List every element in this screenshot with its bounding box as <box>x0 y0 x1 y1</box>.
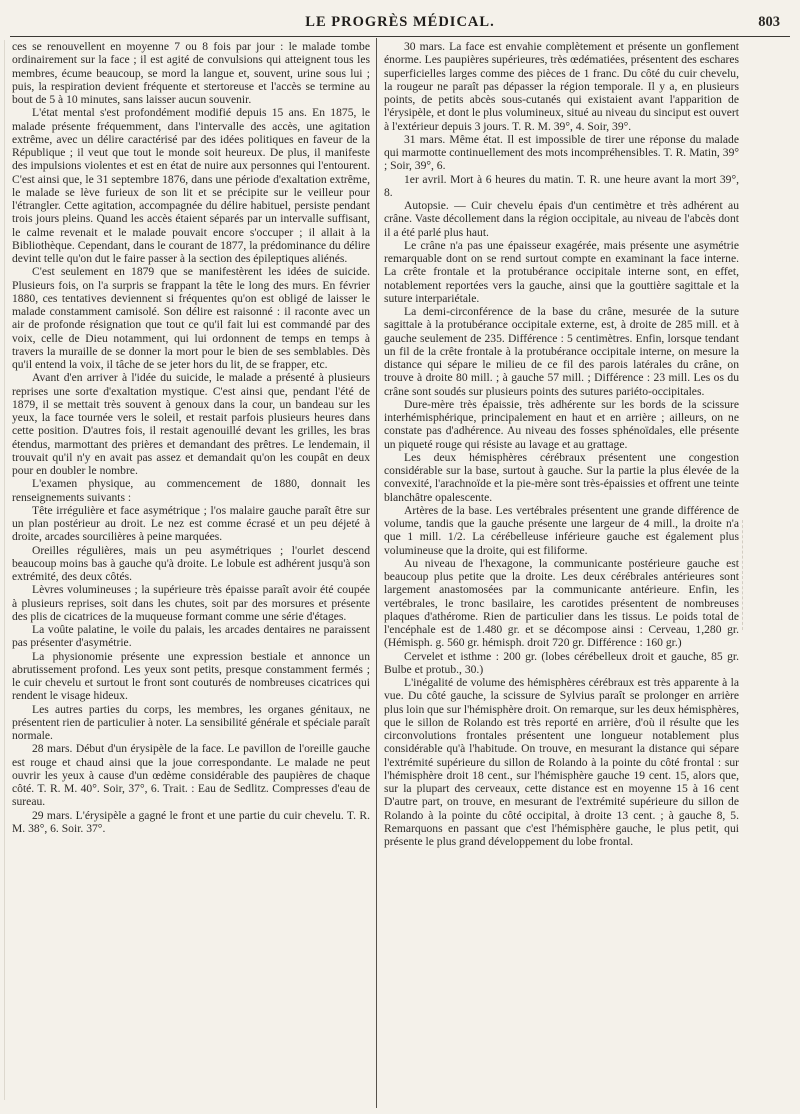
left-column <box>12 40 370 1106</box>
journal-title: LE PROGRÈS MÉDICAL. <box>305 14 495 30</box>
paragraph: 29 mars. L'érysipèle a gagné le front et une partie du cuir chevelu. T. R. M. 38°, 6. Soir. 37°. <box>12 808 370 835</box>
header-rule <box>10 36 790 37</box>
paragraph: L'examen physique, au commencement de 1880, donnait les renseignements suivants : <box>12 477 370 504</box>
paragraph: L'inégalité de volume des hémisphères cérébraux est très apparente à la vue. Du côté gauche, la scissure de Sylvius paraît se prolonger en arrière plus loin que sur l'hémisphère droit. On remarque, sur les deux hémisphères, que le sillon de Rolando est très reporté en arrière, d'où il résulte que les circonvolutions frontales présentent une longueur notablement plus considérable qu'à l'habitude. On trouve, en mesurant la distance qui sépare l'extrémité supérieure du sillon de Rolando à la pointe du côté frontal : sur l'hémisphère droit 18 cent., sur l'hémisphère gauche 19 cent. 15, alors que, sur la plupart des cerveaux, cette distance est en moyenne 15 à 16 cent D'autre part, on trouve, en mesurant de l'extrémité supérieure du sillon de Rolando à la pointe du côté occipital, à droite 13 cent. ; à gauche 8, 5. Remarquons en passant que c'est l'hémisphère gauche, le plus petit, qui présente le plus grand développement du lobe frontal. <box>384 676 739 848</box>
right-column <box>384 40 739 1106</box>
paragraph: 28 mars. Début d'un érysipèle de la face. Le pavillon de l'oreille gauche est rouge et chaud ainsi que la joue correspondante. Le malade ne peut ouvrir les yeux à cause d'un œdème considérable des paupières de chaque côté. T. R. M. 40°. Soir, 37°, 6. Trait. : Eau de Sedlitz. Compresses d'eau de sureau. <box>12 742 370 809</box>
paragraph: 31 mars. Même état. Il est impossible de tirer une réponse du malade qui marmotte continuellement des mots incompréhensibles. T. R. Matin, 39° ; Soir, 39°, 6. <box>384 132 739 173</box>
paragraph: Au niveau de l'hexagone, la communicante postérieure gauche est beaucoup plus petite que la droite. Les deux cérébrales antérieures sont largement anastomosées par la communicante antérieure. Enfin, les vertébrales, le tronc basilaire, les carotides présentent de nombreuses plaques d'athérome. Rien de particulier dans les tissus. Le poids total de l'encéphale est de 1.480 gr. et se décompose ainsi : Cerveau, 1,280 gr. (Hémisph. g. 560 gr. hémisph. droit 720 gr. Différence : 160 gr.) <box>384 556 739 650</box>
paragraph: Cervelet et isthme : 200 gr. (lobes cérébelleux droit et gauche, 85 gr. Bulbe et protub., 30.) <box>384 649 739 676</box>
paragraph: C'est seulement en 1879 que se manifestèrent les idées de suicide. Plusieurs fois, on l'a surpris se frappant la tête le long des murs. En février 1880, ces tentatives deviennent si fréquentes qu'on est obligé de laisser le malade constamment camisolé. Son délire est raisonné : il raconte avec un air de profonde résignation que tout ce qu'il fait lui est commandé par des voix, celle de Dieu notamment, qui lui ordonnent de temps en temps à travers la muraille de se donner la mort pour le bien de ses semblables. Dès qu'il entend la voix, il tâche de se jeter hors du lit, de se frapper, etc. <box>12 265 370 371</box>
paragraph: Lèvres volumineuses ; la supérieure très épaisse paraît avoir été coupée à plusieurs reprises, soit dans les chutes, soit par des morsures et présente des plis de cicatrices de la muqueuse formant comme une série d'étages. <box>12 583 370 623</box>
paragraph: La demi-circonférence de la base du crâne, mesurée de la suture sagittale à la protubérance occipitale externe, est, à droite de 285 mill. et à gauche seulement de 235. Différence : 5 centimètres. Enfin, lorsque tendant un fil de la crête frontale à la protubérance occipitale interne, on mesure la distance qui sépare le milieu de ce fil des parois latérales du crâne, on trouve à droite 80 mill. ; à gauche 57 mill. ; Différence : 23 mill. Les os du crâne sont soudés sur plusieurs points des sutures pariéto-occipitales. <box>384 305 739 398</box>
running-header <box>10 10 790 38</box>
paragraph: Oreilles régulières, mais un peu asymétriques ; l'ourlet descend beaucoup moins bas à gauche qu'à droite. Le lobule est adhérent jusqu'à son extrémité, des deux côtés. <box>12 543 370 583</box>
page-edge-line <box>4 40 5 1100</box>
margin-bleed <box>742 520 795 630</box>
paragraph: Le crâne n'a pas une épaisseur exagérée, mais présente une asymétrie remarquable dont on se rend surtout compte en examinant la face interne. La crête frontale et la protubérance occipitale interne sont, en effet, notablement reportées vers la gauche, ainsi que la gouttière sagittale et la suture interpariétale. <box>384 238 739 305</box>
paragraph: L'état mental s'est profondément modifié depuis 15 ans. En 1875, le malade présente fréquemment, dans l'intervalle des accès, une agitation extrême, avec un délire caractérisé par des idées politiques en faveur de la République ; il veut que tout le monde soit heureux. De plus, il manifeste des impulsions violentes et est en état de nuire aux personnes qui l'entourent. C'est ainsi que, le 31 septembre 1876, dans une période d'exaltation extrême, le malade se lève furieux de son lit et se précipite sur le veilleur pour l'étrangler. Cette agitation, accompagnée du délire habituel, persiste pendant trois jours pleins. Quand les accès étaient séparés par un intervalle suffisant, le calme revenait et le malade pouvait encore s'occuper ; il allait à la Bibliothèque. Cependant, dans le courant de 1877, la prédominance du délire devint telle qu'on dut le faire passer à la section des épileptiques aliénés. <box>12 106 370 265</box>
paragraph: Dure-mère très épaissie, très adhérente sur les bords de la scissure interhémisphérique, principalement en haut et en arrière ; ailleurs, on ne constate pas d'adhérence. Au niveau des fosses sphénoïdales, elle présente un piqueté rouge qui résiste au lavage et au grattage. <box>384 397 739 451</box>
paragraph: 30 mars. La face est envahie complètement et présente un gonflement énorme. Les paupières supérieures, très œdématiées, présentent des eschares superficielles larges comme des pièces de 1 franc. Du côté du cuir chevelu, la rougeur ne paraît pas dépasser la région temporale. Il y a, en plusieurs points, de petits abcès sous-cutanés qui existaient avant l'apparition de l'érysipèle, et dont le plus volumineux, situé au niveau du sinciput est ouvert à l'extérieur depuis 3 jours. T. R. M. 39°, 4. Soir, 39°. <box>384 40 739 133</box>
paragraph: La voûte palatine, le voile du palais, les arcades dentaires ne paraissent pas présenter d'asymétrie. <box>12 623 370 650</box>
paragraph: Avant d'en arriver à l'idée du suicide, le malade a présenté à plusieurs reprises une sorte d'exaltation mystique. C'est ainsi que, pendant l'été de 1879, il se mettait très souvent à genoux dans la cour, un bandeau sur les yeux, la face tournée vers le soleil, et restait parfois plusieurs heures dans cette position. D'autres fois, il restait agenouillé devant les grilles, les bras étendus, marmottant des prières et demandant des prêtres. Le lendemain, il trouvait qu'il n'y en avait pas assez et demandait qu'on les coupât en deux pour en doubler le nombre. <box>12 371 370 477</box>
paragraph: Les autres parties du corps, les membres, les organes génitaux, ne présentent rien de particulier à noter. La sensibilité générale et spéciale paraît normale. <box>12 702 370 742</box>
paragraph: ces se renouvellent en moyenne 7 ou 8 fois par jour : le malade tombe ordinairement sur la face ; il est agité de convulsions qui atteignent tous les membres, écume beaucoup, se mord la langue et, souvent, urine sous lui ; puis, la respiration devient fréquente et stertoreuse et l'accès se termine au bout de 5 à 10 minutes, sans laisser aucun souvenir. <box>12 40 370 106</box>
paragraph: Artères de la base. Les vertébrales présentent une grande différence de volume, tandis que la gauche présente une largeur de 4 mill., la droite n'a que 1 mill. 1/2. La cérébelleuse inférieure gauche est également plus volumineuse que la droite, qui est filiforme. <box>384 503 739 557</box>
paragraph: 1er avril. Mort à 6 heures du matin. T. R. une heure avant la mort 39°, 8. <box>384 172 739 199</box>
paragraph: La physionomie présente une expression bestiale et annonce un abrutissement profond. Les yeux sont petits, presque constamment fermés ; le cuir chevelu et surtout le front sont couturés de nombreuses cicatrices qui rendent le visage hideux. <box>12 649 370 703</box>
column-divider <box>376 38 377 1108</box>
paragraph: Autopsie. — Cuir chevelu épais d'un centimètre et très adhérent au crâne. Vaste décollement dans la région occipitale, au niveau de l'abcès dont il a été parlé plus haut. <box>384 199 739 239</box>
paragraph: Tête irrégulière et face asymétrique ; l'os malaire gauche paraît être sur un plan postérieur au droit. Le nez est comme écrasé et un peu déjeté à droite, arcades sourcilières à peine marquées. <box>12 503 370 544</box>
page-number: 803 <box>758 14 780 30</box>
paragraph: Les deux hémisphères cérébraux présentent une congestion considérable sur la base, surtout à gauche. Sur la partie la plus élevée de la convexité, l'arachnoïde et la pie-mère sont très-épaissies et offrent une teinte blanchâtre opalescente. <box>384 450 739 504</box>
